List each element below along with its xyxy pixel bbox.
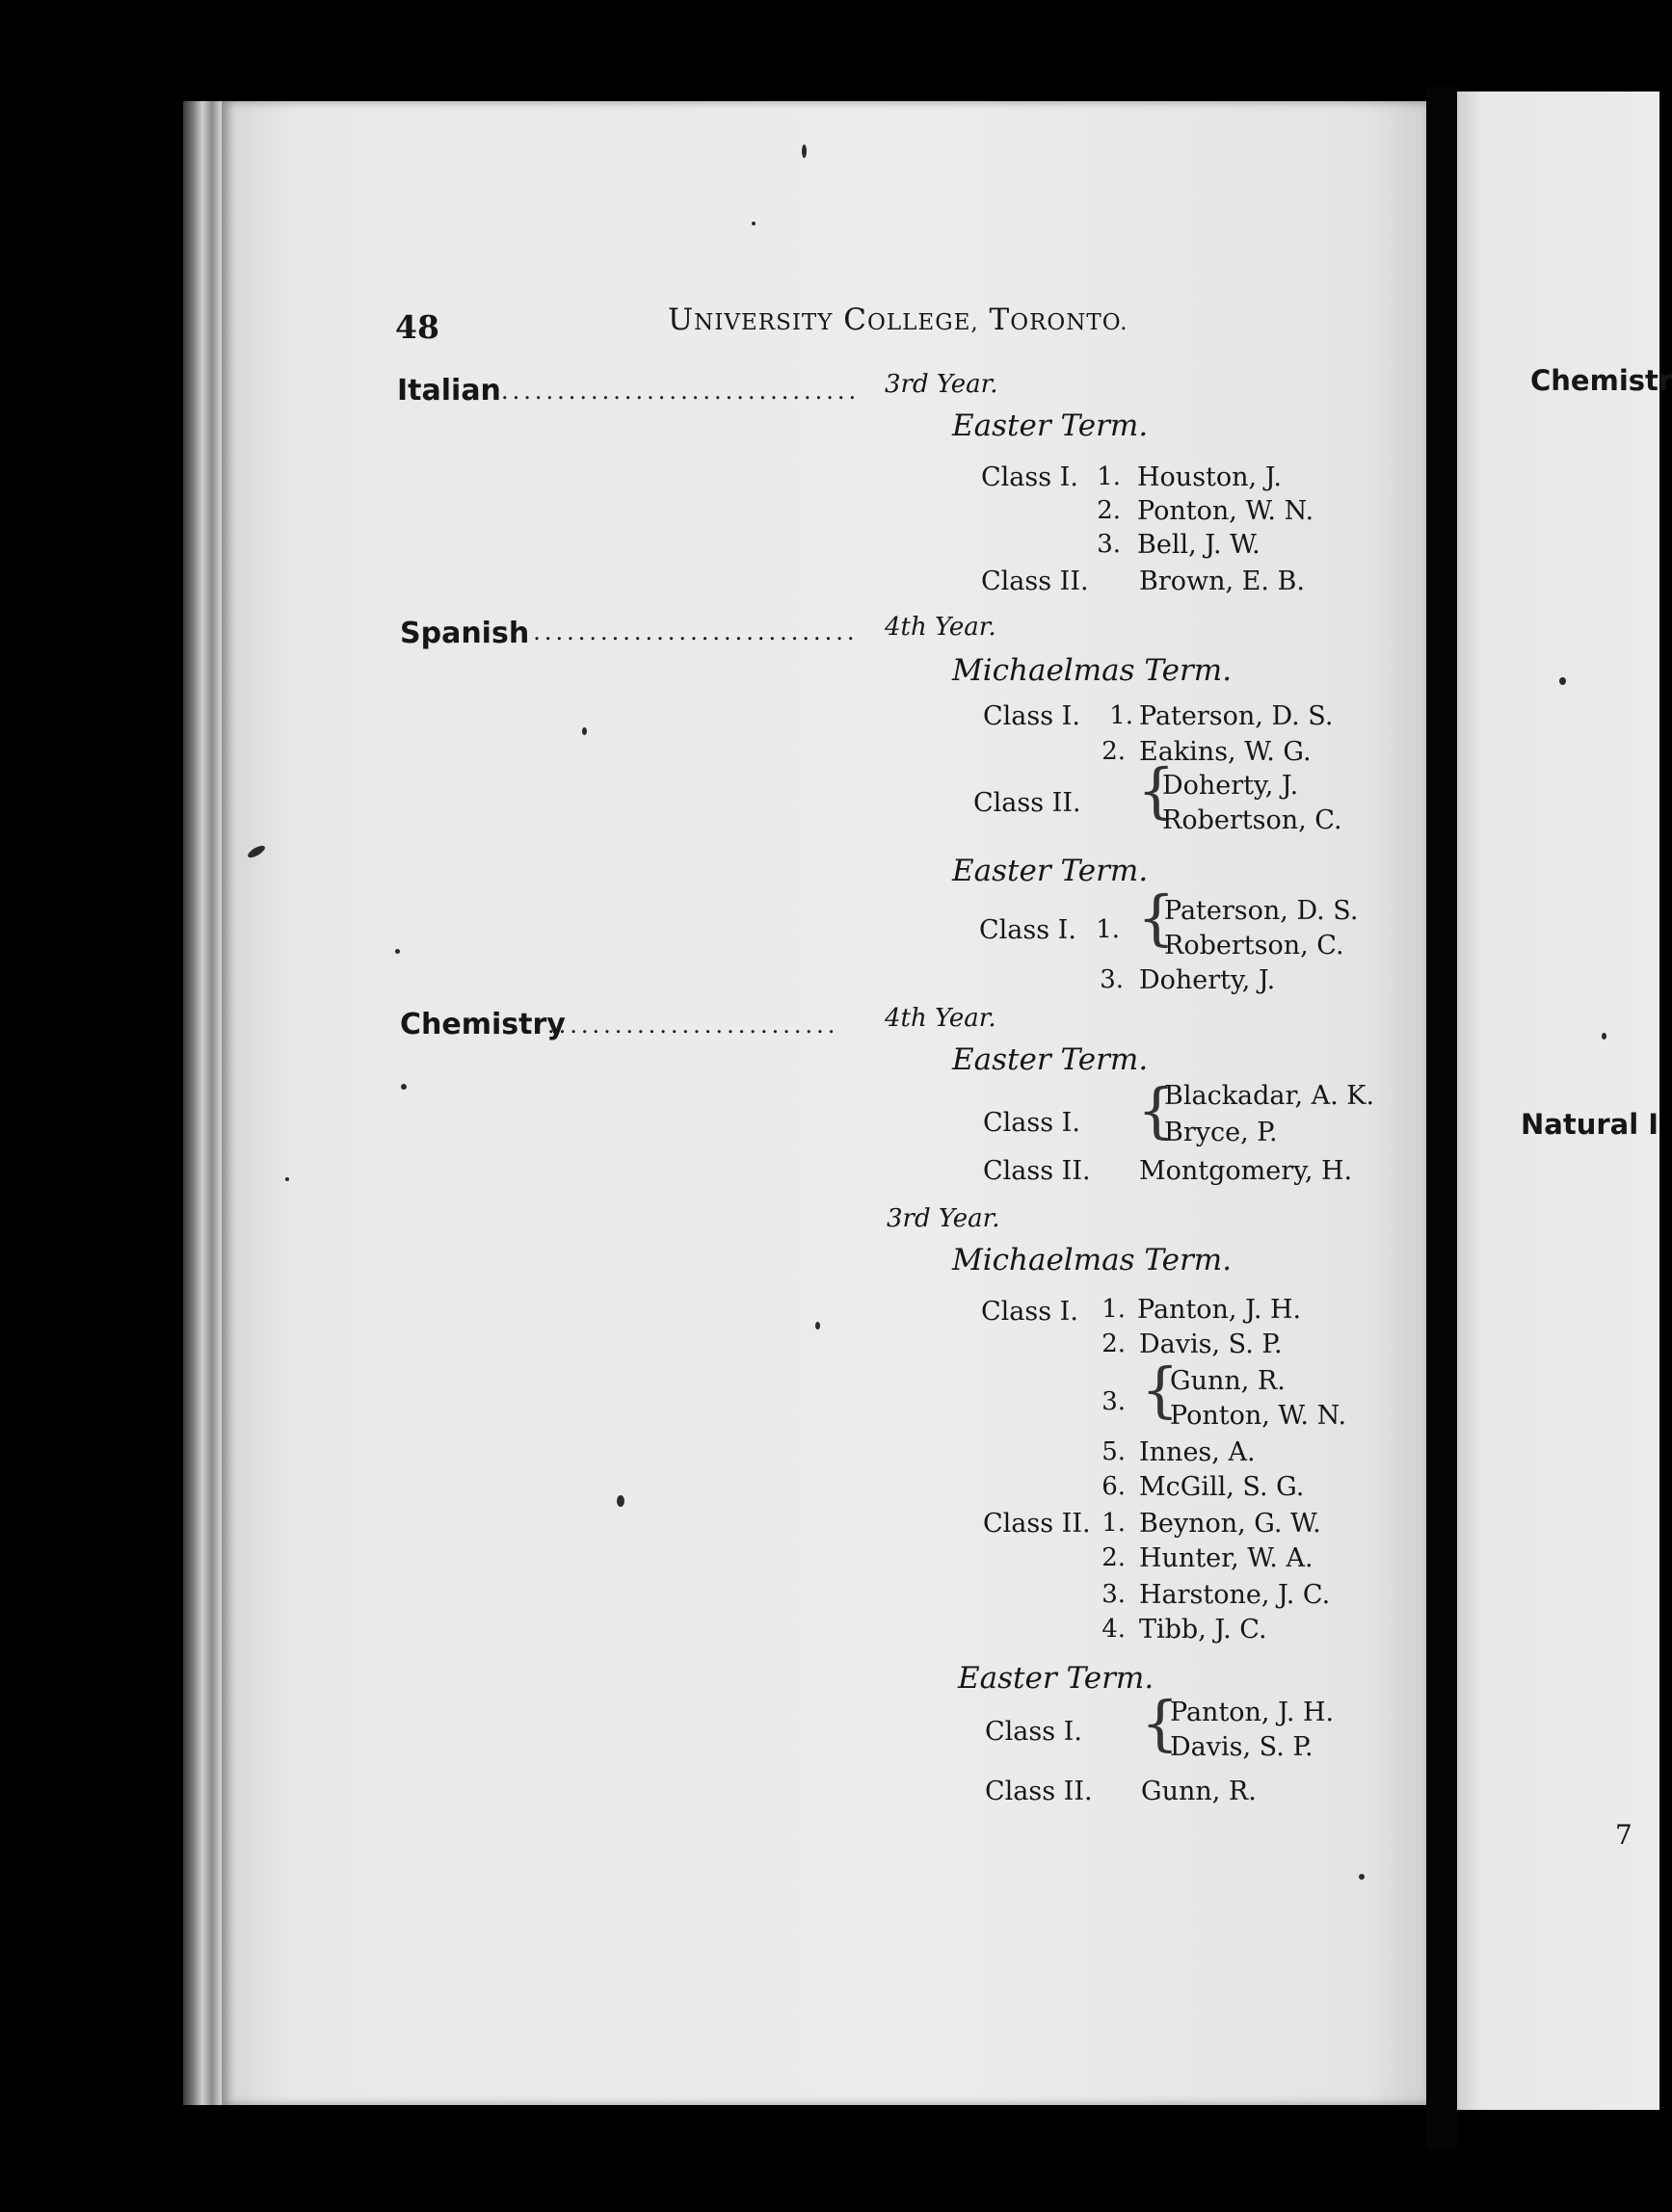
rank-number: 2. — [1101, 1543, 1126, 1572]
class-label: Class I. — [979, 915, 1076, 945]
rank-number: 3. — [1100, 965, 1124, 994]
tie-brace: { — [1137, 882, 1176, 953]
year-label: 3rd Year. — [887, 1204, 1000, 1233]
scan-speck — [752, 222, 756, 225]
facing-page-word: Natural I — [1521, 1108, 1659, 1141]
title-initial-t: T — [978, 303, 1011, 337]
rank-number: 3. — [1097, 530, 1121, 559]
dot-leader: .......................... — [547, 1012, 839, 1039]
student-name: Beynon, G. W. — [1139, 1509, 1321, 1539]
student-name: Panton, J. H. — [1170, 1698, 1335, 1727]
student-name: Panton, J. H. — [1137, 1295, 1302, 1325]
student-name: Bell, J. W. — [1137, 530, 1261, 560]
rank-number: 2. — [1101, 1330, 1126, 1358]
student-name: McGill, S. G. — [1139, 1472, 1305, 1502]
class-label: Class II. — [983, 1156, 1091, 1186]
class-label: Class I. — [981, 462, 1078, 492]
class-label: Class II. — [985, 1777, 1093, 1806]
rank-number: 5. — [1101, 1437, 1126, 1466]
tie-brace: { — [1141, 1688, 1180, 1758]
student-name: Brown, E. B. — [1139, 566, 1305, 596]
student-name: Davis, S. P. — [1139, 1330, 1283, 1359]
rank-number: 3. — [1101, 1387, 1126, 1416]
scan-speck — [1602, 1033, 1606, 1040]
class-label: Class II. — [973, 788, 1081, 818]
student-name: Ponton, W. N. — [1137, 496, 1314, 526]
rank-number: 1. — [1096, 915, 1120, 944]
year-label: 4th Year. — [885, 1004, 996, 1033]
student-name: Harstone, J. C. — [1139, 1580, 1331, 1610]
student-name: Tibb, J. C. — [1139, 1615, 1267, 1645]
dot-leader: ............................... — [511, 619, 859, 645]
rank-number: 1. — [1101, 1295, 1126, 1324]
dot-leader: ................................ — [501, 378, 861, 405]
title-initial-u: U — [668, 303, 695, 337]
student-name: Bryce, P. — [1164, 1118, 1278, 1147]
rank-number: 2. — [1101, 737, 1126, 766]
subject-chemistry: Chemistry — [400, 1008, 566, 1041]
facing-page-word: Chemistr — [1530, 364, 1672, 397]
class-label: Class II. — [983, 1509, 1091, 1539]
rank-number: 1. — [1109, 701, 1133, 730]
student-name: Houston, J. — [1137, 462, 1283, 492]
rank-number: 6. — [1101, 1472, 1126, 1501]
subject-italian: Italian — [397, 374, 501, 408]
student-name: Paterson, D. S. — [1139, 701, 1334, 731]
tie-brace: { — [1141, 1355, 1180, 1425]
tie-brace: { — [1137, 1075, 1176, 1146]
student-name: Paterson, D. S. — [1164, 896, 1359, 926]
student-name: Doherty, J. — [1139, 965, 1276, 995]
rank-number: 4. — [1101, 1615, 1126, 1644]
facing-page-number: 7 — [1615, 1819, 1632, 1851]
student-name: Ponton, W. N. — [1170, 1401, 1347, 1431]
term-label: Easter Term. — [958, 1661, 1154, 1696]
rank-number: 2. — [1097, 496, 1121, 525]
title-rest-toronto: ORONTO. — [1010, 310, 1128, 335]
class-label: Class I. — [983, 701, 1080, 731]
scan-speck — [401, 1084, 407, 1090]
student-name: Doherty, J. — [1162, 771, 1299, 801]
tie-brace: { — [1137, 755, 1176, 826]
term-label: Easter Term. — [952, 408, 1149, 443]
student-name: Gunn, R. — [1170, 1366, 1286, 1396]
student-name: Montgomery, H. — [1139, 1156, 1353, 1186]
scan-speck — [617, 1495, 624, 1507]
rank-number: 1. — [1101, 1509, 1126, 1538]
title-rest-college: OLLEGE, — [867, 310, 979, 335]
class-label: Class I. — [983, 1108, 1080, 1138]
rank-number: 1. — [1097, 462, 1121, 491]
scan-speck — [815, 1322, 820, 1330]
subject-spanish: Spanish — [400, 617, 530, 650]
scan-speck — [1359, 1874, 1365, 1880]
term-label: Michaelmas Term. — [952, 1243, 1233, 1277]
student-name: Hunter, W. A. — [1139, 1543, 1314, 1573]
running-title — [668, 303, 1128, 337]
book-gutter — [1426, 87, 1457, 2148]
class-label: Class I. — [985, 1717, 1082, 1747]
year-label: 4th Year. — [885, 613, 996, 642]
term-label: Michaelmas Term. — [952, 653, 1233, 688]
student-name: Robertson, C. — [1162, 805, 1342, 835]
term-label: Easter Term. — [952, 1042, 1149, 1077]
student-name: Innes, A. — [1139, 1437, 1256, 1467]
page-number: 48 — [395, 308, 439, 346]
scan-speck — [582, 727, 587, 735]
year-label: 3rd Year. — [885, 370, 998, 399]
scan-speck — [1559, 677, 1566, 685]
student-name: Gunn, R. — [1141, 1777, 1257, 1806]
scan-speck — [395, 949, 400, 954]
term-label: Easter Term. — [952, 854, 1149, 888]
scan-speck — [802, 145, 807, 158]
student-name: Blackadar, A. K. — [1164, 1081, 1375, 1111]
rank-number: 3. — [1101, 1580, 1126, 1609]
title-initial-c: C — [833, 303, 868, 337]
title-rest-university: NIVERSITY — [694, 310, 834, 335]
scan-speck — [285, 1177, 289, 1181]
student-name: Eakins, W. G. — [1139, 737, 1312, 767]
class-label: Class I. — [981, 1297, 1078, 1327]
class-label: Class II. — [981, 566, 1089, 596]
student-name: Davis, S. P. — [1170, 1732, 1314, 1762]
student-name: Robertson, C. — [1164, 931, 1344, 961]
